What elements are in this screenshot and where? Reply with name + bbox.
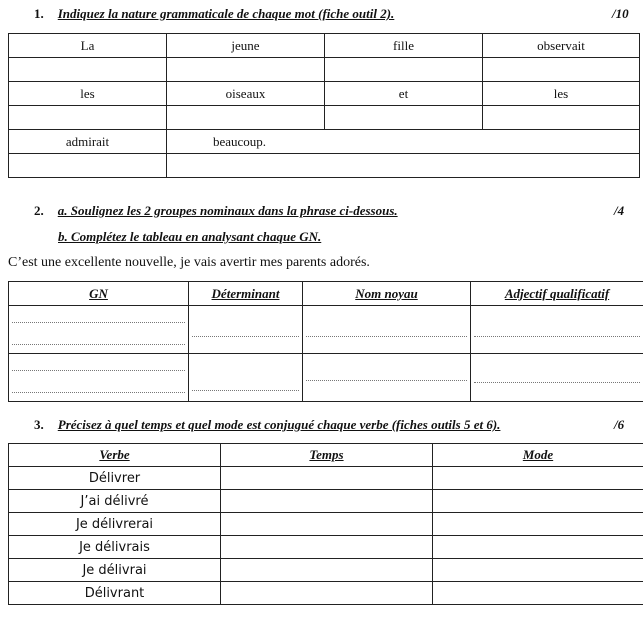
answer-cell[interactable]	[167, 106, 325, 130]
table-row	[9, 306, 643, 354]
answer-cell[interactable]	[9, 306, 189, 354]
table-row	[9, 582, 643, 605]
dotted-line	[192, 336, 299, 337]
answer-cell[interactable]	[221, 536, 433, 559]
answer-cell[interactable]	[221, 490, 433, 513]
q1-table	[8, 33, 640, 178]
answer-cell[interactable]	[189, 354, 303, 402]
table-row	[9, 130, 640, 154]
q2-part-b: b. Complétez le tableau en analysant chaque GN.	[58, 229, 322, 244]
answer-cell[interactable]	[303, 306, 471, 354]
table-row	[9, 34, 640, 58]
answer-cell[interactable]	[433, 513, 643, 536]
header-temps: Temps	[221, 444, 433, 467]
q1-heading	[34, 6, 394, 22]
answer-cell[interactable]	[167, 58, 325, 82]
q3-heading	[34, 417, 500, 433]
word-cell: La	[9, 34, 167, 58]
word-cell: fille	[325, 34, 483, 58]
answer-cell[interactable]	[303, 354, 471, 402]
answer-cell[interactable]	[433, 490, 643, 513]
q3-points: /6	[614, 417, 625, 432]
dotted-line	[12, 344, 185, 345]
answer-cell[interactable]	[221, 559, 433, 582]
table-row	[9, 490, 643, 513]
q1-title: Indiquez la nature grammaticale de chaque mot (fiche outil 2).	[57, 6, 395, 21]
q2-sentence: C’est une excellente nouvelle, je vais avertir mes parents adorés.	[8, 255, 370, 270]
q1-points: /10	[612, 6, 629, 21]
dotted-line	[12, 370, 185, 371]
answer-row	[9, 154, 640, 178]
word-cell: les	[9, 82, 167, 106]
word-cell: observait	[483, 34, 640, 58]
q2-points: /4	[614, 203, 625, 218]
answer-cell[interactable]	[9, 58, 167, 82]
answer-row	[9, 58, 640, 82]
answer-cell[interactable]	[9, 106, 167, 130]
word-cell: admirait	[9, 130, 167, 154]
header-mode: Mode	[433, 444, 643, 467]
dotted-line	[474, 382, 640, 383]
dotted-line	[306, 336, 467, 337]
word-cell: et	[325, 82, 483, 106]
answer-cell[interactable]	[189, 306, 303, 354]
q3-table	[8, 443, 643, 605]
table-header-row	[9, 282, 643, 306]
dotted-line	[12, 322, 185, 323]
verb-cell: Je délivrais	[9, 536, 221, 559]
word-cell: oiseaux	[167, 82, 325, 106]
answer-cell[interactable]	[433, 467, 643, 490]
answer-cell[interactable]	[483, 106, 640, 130]
table-row	[9, 467, 643, 490]
table-row	[9, 513, 643, 536]
verb-cell: J’ai délivré	[9, 490, 221, 513]
word-cell: les	[483, 82, 640, 106]
table-header-row	[9, 444, 643, 467]
answer-cell[interactable]	[9, 154, 167, 178]
answer-cell[interactable]	[433, 559, 643, 582]
header-verbe: Verbe	[9, 444, 221, 467]
header-nom-noyau: Nom noyau	[303, 282, 471, 306]
dotted-line	[192, 390, 299, 391]
answer-cell[interactable]	[471, 354, 643, 402]
table-row	[9, 536, 643, 559]
header-determinant: Déterminant	[189, 282, 303, 306]
answer-cell[interactable]	[221, 467, 433, 490]
answer-cell[interactable]	[9, 354, 189, 402]
word-cell: jeune	[167, 34, 325, 58]
table-row	[9, 82, 640, 106]
verb-cell: Délivrer	[9, 467, 221, 490]
table-row	[9, 354, 643, 402]
answer-cell[interactable]	[325, 106, 483, 130]
q3-title: Précisez à quel temps et quel mode est conjugué chaque verbe (fiches outils 5 et 6).	[57, 417, 501, 432]
q2-part-a: a. Soulignez les 2 groupes nominaux dans la phrase ci-dessous.	[57, 203, 398, 218]
verb-cell: Délivrant	[9, 582, 221, 605]
word-cell: beaucoup.	[167, 130, 640, 154]
header-gn: GN	[9, 282, 189, 306]
answer-cell[interactable]	[483, 58, 640, 82]
header-adjectif: Adjectif qualificatif	[471, 282, 643, 306]
q2-part-b-heading	[58, 229, 321, 245]
answer-row	[9, 106, 640, 130]
answer-cell[interactable]	[221, 582, 433, 605]
answer-cell[interactable]	[221, 513, 433, 536]
q1-number: 1.	[34, 6, 44, 21]
q2-heading	[34, 203, 398, 219]
dotted-line	[306, 380, 467, 381]
dotted-line	[474, 336, 640, 337]
answer-cell[interactable]	[433, 536, 643, 559]
q2-number: 2.	[34, 203, 44, 218]
answer-cell[interactable]	[471, 306, 643, 354]
dotted-line	[12, 392, 185, 393]
verb-cell: Je délivrerai	[9, 513, 221, 536]
verb-cell: Je délivrai	[9, 559, 221, 582]
answer-cell[interactable]	[433, 582, 643, 605]
answer-cell[interactable]	[325, 58, 483, 82]
q2-table	[8, 281, 643, 402]
table-row	[9, 559, 643, 582]
answer-cell[interactable]	[167, 154, 640, 178]
q3-number: 3.	[34, 417, 44, 432]
